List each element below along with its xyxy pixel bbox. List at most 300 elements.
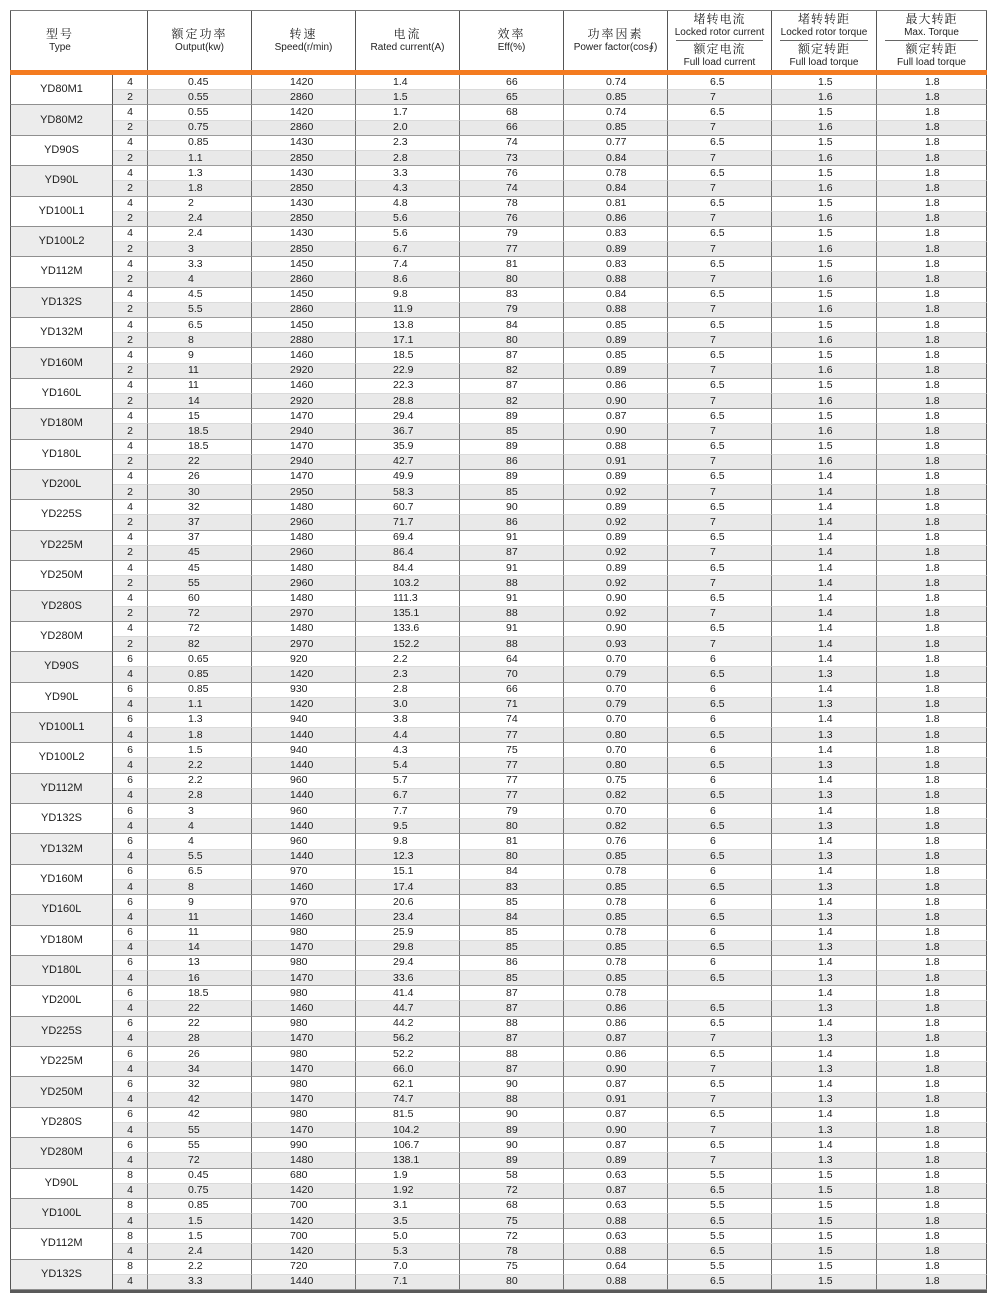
max-torque-cell: 1.8	[877, 637, 987, 652]
locked-rotor-current-cell: 6	[668, 865, 772, 880]
locked-rotor-torque-cell: 1.4	[772, 531, 877, 546]
type-cell: YD200L	[10, 470, 113, 500]
pole-cell: 4	[113, 136, 148, 151]
efficiency-cell: 58	[460, 1169, 564, 1184]
efficiency-cell: 85	[460, 895, 564, 910]
efficiency-cell: 84	[460, 865, 564, 880]
max-torque-cell: 1.8	[877, 212, 987, 227]
locked-rotor-current-cell: 6.5	[668, 880, 772, 895]
type-cell: YD225S	[10, 500, 113, 530]
output-cell: 4	[148, 272, 252, 287]
max-torque-cell: 1.8	[877, 257, 987, 272]
rated-current-cell: 58.3	[356, 485, 460, 500]
rated-current-cell: 4.8	[356, 197, 460, 212]
locked-rotor-torque-cell: 1.6	[772, 424, 877, 439]
output-cell: 32	[148, 500, 252, 515]
efficiency-cell: 74	[460, 713, 564, 728]
speed-cell: 680	[252, 1169, 356, 1184]
output-cell: 8	[148, 333, 252, 348]
locked-rotor-torque-cell: 1.3	[772, 1153, 877, 1168]
speed-cell: 960	[252, 834, 356, 849]
header-locked-rotor-current-top	[668, 11, 771, 40]
output-cell: 2	[148, 197, 252, 212]
pole-cell: 6	[113, 895, 148, 910]
max-torque-cell: 1.8	[877, 926, 987, 941]
rated-current-cell: 6.7	[356, 242, 460, 257]
pole-cell: 4	[113, 379, 148, 394]
efficiency-cell: 88	[460, 1017, 564, 1032]
output-cell: 55	[148, 1138, 252, 1153]
locked-rotor-current-cell: 7	[668, 333, 772, 348]
type-cell: YD225M	[10, 531, 113, 561]
rated-current-cell: 1.5	[356, 90, 460, 105]
power-factor-cell: 0.92	[564, 607, 668, 622]
locked-rotor-torque-cell: 1.3	[772, 728, 877, 743]
output-cell: 32	[148, 1077, 252, 1092]
pole-cell: 6	[113, 834, 148, 849]
speed-cell: 980	[252, 1108, 356, 1123]
efficiency-cell: 76	[460, 166, 564, 181]
power-factor-cell: 0.90	[564, 394, 668, 409]
power-factor-cell: 0.85	[564, 880, 668, 895]
output-cell: 30	[148, 485, 252, 500]
rated-current-cell: 29.4	[356, 956, 460, 971]
rated-current-cell: 44.2	[356, 1017, 460, 1032]
max-torque-cell: 1.8	[877, 440, 987, 455]
max-torque-cell: 1.8	[877, 1017, 987, 1032]
output-cell: 26	[148, 1047, 252, 1062]
locked-rotor-current-cell: 6.5	[668, 910, 772, 925]
power-factor-cell: 0.63	[564, 1169, 668, 1184]
type-cell: YD225M	[10, 1047, 113, 1077]
locked-rotor-current-cell: 6.5	[668, 166, 772, 181]
pole-cell: 2	[113, 181, 148, 196]
type-cell: YD112M	[10, 774, 113, 804]
speed-cell: 2850	[252, 212, 356, 227]
power-factor-cell: 0.76	[564, 834, 668, 849]
rated-current-cell: 2.2	[356, 652, 460, 667]
efficiency-cell: 80	[460, 272, 564, 287]
power-factor-cell: 0.91	[564, 1093, 668, 1108]
pole-cell: 2	[113, 303, 148, 318]
pole-cell: 4	[113, 1184, 148, 1199]
pole-cell: 2	[113, 546, 148, 561]
rated-current-cell: 138.1	[356, 1153, 460, 1168]
type-cell: YD280M	[10, 1138, 113, 1168]
output-cell: 3	[148, 242, 252, 257]
power-factor-cell: 0.84	[564, 181, 668, 196]
pole-cell: 6	[113, 1108, 148, 1123]
locked-rotor-current-cell: 7	[668, 272, 772, 287]
max-torque-cell: 1.8	[877, 1062, 987, 1077]
power-factor-cell: 0.80	[564, 758, 668, 773]
efficiency-cell: 66	[460, 75, 564, 90]
locked-rotor-torque-cell: 1.5	[772, 1199, 877, 1214]
output-cell: 1.5	[148, 1229, 252, 1244]
pole-cell: 2	[113, 212, 148, 227]
rated-current-cell: 69.4	[356, 531, 460, 546]
locked-rotor-torque-cell: 1.6	[772, 364, 877, 379]
header-type	[10, 11, 148, 70]
rated-current-cell: 23.4	[356, 910, 460, 925]
rated-current-cell: 111.3	[356, 591, 460, 606]
efficiency-cell: 77	[460, 728, 564, 743]
output-cell: 72	[148, 607, 252, 622]
power-factor-cell: 0.78	[564, 956, 668, 971]
power-factor-cell: 0.84	[564, 151, 668, 166]
locked-rotor-current-cell: 6.5	[668, 1214, 772, 1229]
locked-rotor-torque-cell: 1.5	[772, 1229, 877, 1244]
pole-cell: 4	[113, 1214, 148, 1229]
speed-cell: 2850	[252, 242, 356, 257]
speed-cell: 1480	[252, 591, 356, 606]
rated-current-cell: 6.7	[356, 789, 460, 804]
max-torque-cell: 1.8	[877, 774, 987, 789]
type-cell: YD100L1	[10, 197, 113, 227]
type-cell: YD80M1	[10, 75, 113, 105]
rated-current-cell: 7.4	[356, 257, 460, 272]
output-cell: 34	[148, 1062, 252, 1077]
rated-current-cell: 7.0	[356, 1260, 460, 1275]
max-torque-cell: 1.8	[877, 1275, 987, 1290]
rated-current-cell: 15.1	[356, 865, 460, 880]
rated-current-cell: 41.4	[356, 986, 460, 1001]
power-factor-cell: 0.83	[564, 257, 668, 272]
pole-cell: 4	[113, 227, 148, 242]
locked-rotor-torque-cell: 1.6	[772, 90, 877, 105]
locked-rotor-current-cell: 7	[668, 212, 772, 227]
speed-cell: 1440	[252, 819, 356, 834]
pole-cell: 4	[113, 197, 148, 212]
locked-rotor-torque-cell: 1.4	[772, 637, 877, 652]
max-torque-cell: 1.8	[877, 910, 987, 925]
max-torque-cell: 1.8	[877, 850, 987, 865]
rated-current-cell: 56.2	[356, 1032, 460, 1047]
locked-rotor-torque-cell: 1.4	[772, 834, 877, 849]
locked-rotor-torque-cell: 1.4	[772, 926, 877, 941]
output-cell: 9	[148, 895, 252, 910]
pole-cell: 2	[113, 364, 148, 379]
header-full-load-torque-zh: 额定转距	[797, 41, 850, 56]
max-torque-cell: 1.8	[877, 667, 987, 682]
locked-rotor-current-cell: 7	[668, 546, 772, 561]
rated-current-cell: 7.1	[356, 1275, 460, 1290]
pole-cell: 4	[113, 622, 148, 637]
power-factor-cell: 0.85	[564, 318, 668, 333]
speed-cell: 1420	[252, 667, 356, 682]
max-torque-cell: 1.8	[877, 288, 987, 303]
locked-rotor-current-cell: 6.5	[668, 667, 772, 682]
locked-rotor-torque-cell: 1.5	[772, 409, 877, 424]
rated-current-cell: 74.7	[356, 1093, 460, 1108]
locked-rotor-torque-cell: 1.6	[772, 303, 877, 318]
efficiency-cell: 87	[460, 546, 564, 561]
max-torque-cell: 1.8	[877, 318, 987, 333]
efficiency-cell: 80	[460, 819, 564, 834]
power-factor-cell: 0.74	[564, 75, 668, 90]
locked-rotor-torque-cell: 1.5	[772, 197, 877, 212]
locked-rotor-current-cell: 7	[668, 455, 772, 470]
power-factor-cell: 0.86	[564, 1047, 668, 1062]
locked-rotor-torque-cell: 1.6	[772, 242, 877, 257]
power-factor-cell: 0.88	[564, 303, 668, 318]
efficiency-cell: 79	[460, 804, 564, 819]
max-torque-cell: 1.8	[877, 1108, 987, 1123]
rated-current-cell: 3.3	[356, 166, 460, 181]
output-cell: 2.2	[148, 774, 252, 789]
locked-rotor-current-cell: 6.5	[668, 698, 772, 713]
power-factor-cell: 0.85	[564, 941, 668, 956]
type-cell: YD250M	[10, 561, 113, 591]
header-max-full-load-torque-en: Full load torque	[897, 56, 966, 68]
rated-current-cell: 8.6	[356, 272, 460, 287]
max-torque-cell: 1.8	[877, 819, 987, 834]
header-locked-rotor-current-zh: 堵转电流	[693, 11, 746, 26]
locked-rotor-torque-cell: 1.4	[772, 1017, 877, 1032]
output-cell: 72	[148, 1153, 252, 1168]
speed-cell: 2960	[252, 546, 356, 561]
locked-rotor-current-cell: 6.5	[668, 197, 772, 212]
rated-current-cell: 104.2	[356, 1123, 460, 1138]
locked-rotor-torque-cell: 1.5	[772, 1214, 877, 1229]
pole-cell: 6	[113, 1017, 148, 1032]
locked-rotor-current-cell: 7	[668, 151, 772, 166]
locked-rotor-current-cell: 6	[668, 804, 772, 819]
table-bottom-rule	[10, 1290, 987, 1293]
max-torque-cell: 1.8	[877, 348, 987, 363]
type-cell: YD112M	[10, 1229, 113, 1259]
output-cell: 16	[148, 971, 252, 986]
speed-cell: 970	[252, 865, 356, 880]
efficiency-cell: 88	[460, 607, 564, 622]
speed-cell: 1430	[252, 136, 356, 151]
power-factor-cell: 0.89	[564, 242, 668, 257]
efficiency-cell: 85	[460, 926, 564, 941]
rated-current-cell: 2.3	[356, 136, 460, 151]
efficiency-cell: 86	[460, 455, 564, 470]
header-type-zh: 型号	[45, 27, 74, 41]
pole-cell: 4	[113, 470, 148, 485]
speed-cell: 1450	[252, 288, 356, 303]
header-power-factor-en: Power factor(cos∮)	[573, 42, 658, 53]
pole-cell: 4	[113, 880, 148, 895]
output-cell: 2.4	[148, 227, 252, 242]
output-cell: 2.8	[148, 789, 252, 804]
power-factor-cell: 0.70	[564, 713, 668, 728]
pole-cell: 4	[113, 531, 148, 546]
speed-cell: 1480	[252, 561, 356, 576]
speed-cell: 700	[252, 1229, 356, 1244]
efficiency-cell: 75	[460, 1214, 564, 1229]
rated-current-cell: 4.3	[356, 181, 460, 196]
pole-cell: 8	[113, 1199, 148, 1214]
rated-current-cell: 5.3	[356, 1244, 460, 1259]
locked-rotor-torque-cell: 1.5	[772, 348, 877, 363]
locked-rotor-current-cell: 6.5	[668, 1184, 772, 1199]
max-torque-cell: 1.8	[877, 1244, 987, 1259]
locked-rotor-torque-cell: 1.6	[772, 272, 877, 287]
type-cell: YD100L2	[10, 743, 113, 773]
max-torque-cell: 1.8	[877, 758, 987, 773]
max-torque-cell: 1.8	[877, 576, 987, 591]
locked-rotor-torque-cell: 1.3	[772, 1001, 877, 1016]
pole-cell: 6	[113, 1047, 148, 1062]
output-cell: 3	[148, 804, 252, 819]
max-torque-cell: 1.8	[877, 136, 987, 151]
speed-cell: 2860	[252, 272, 356, 287]
max-torque-cell: 1.8	[877, 1001, 987, 1016]
efficiency-cell: 87	[460, 379, 564, 394]
pole-cell: 8	[113, 1260, 148, 1275]
output-cell: 0.45	[148, 1169, 252, 1184]
power-factor-cell: 0.63	[564, 1199, 668, 1214]
locked-rotor-current-cell: 6	[668, 743, 772, 758]
locked-rotor-current-cell: 7	[668, 637, 772, 652]
locked-rotor-current-cell: 5.5	[668, 1199, 772, 1214]
pole-cell: 4	[113, 698, 148, 713]
max-torque-cell: 1.8	[877, 470, 987, 485]
header-locked-rotor-torque-top	[772, 11, 876, 40]
power-factor-cell: 0.86	[564, 379, 668, 394]
power-factor-cell: 0.87	[564, 1138, 668, 1153]
output-cell: 11	[148, 379, 252, 394]
locked-rotor-current-cell: 6.5	[668, 470, 772, 485]
max-torque-cell: 1.8	[877, 1138, 987, 1153]
locked-rotor-current-cell: 6.5	[668, 379, 772, 394]
output-cell: 0.85	[148, 667, 252, 682]
locked-rotor-torque-cell: 1.3	[772, 910, 877, 925]
power-factor-cell: 0.79	[564, 667, 668, 682]
type-cell: YD180M	[10, 926, 113, 956]
power-factor-cell: 0.77	[564, 136, 668, 151]
rated-current-cell: 17.4	[356, 880, 460, 895]
efficiency-cell: 91	[460, 591, 564, 606]
speed-cell: 1470	[252, 1032, 356, 1047]
pole-cell: 4	[113, 758, 148, 773]
speed-cell: 1420	[252, 1184, 356, 1199]
output-cell: 2.2	[148, 758, 252, 773]
type-cell: YD200L	[10, 986, 113, 1016]
rated-current-cell: 152.2	[356, 637, 460, 652]
speed-cell: 1460	[252, 910, 356, 925]
efficiency-cell: 91	[460, 531, 564, 546]
efficiency-cell: 66	[460, 121, 564, 136]
locked-rotor-current-cell: 7	[668, 485, 772, 500]
efficiency-cell: 73	[460, 151, 564, 166]
max-torque-cell: 1.8	[877, 591, 987, 606]
pole-cell: 4	[113, 1275, 148, 1290]
output-cell: 3.3	[148, 1275, 252, 1290]
rated-current-cell: 49.9	[356, 470, 460, 485]
max-torque-cell: 1.8	[877, 1077, 987, 1092]
rated-current-cell: 20.6	[356, 895, 460, 910]
locked-rotor-current-cell: 6.5	[668, 105, 772, 120]
type-cell: YD250M	[10, 1077, 113, 1107]
locked-rotor-torque-cell: 1.5	[772, 75, 877, 90]
output-cell: 37	[148, 531, 252, 546]
rated-current-cell: 4.4	[356, 728, 460, 743]
locked-rotor-current-cell: 6.5	[668, 941, 772, 956]
speed-cell: 990	[252, 1138, 356, 1153]
speed-cell: 1470	[252, 440, 356, 455]
locked-rotor-current-cell: 6.5	[668, 1244, 772, 1259]
efficiency-cell: 89	[460, 440, 564, 455]
speed-cell: 980	[252, 1047, 356, 1062]
header-output-zh: 额定功率	[171, 27, 228, 41]
rated-current-cell: 5.6	[356, 212, 460, 227]
speed-cell: 2960	[252, 576, 356, 591]
power-factor-cell: 0.70	[564, 804, 668, 819]
rated-current-cell: 11.9	[356, 303, 460, 318]
locked-rotor-current-cell: 7	[668, 1153, 772, 1168]
efficiency-cell: 89	[460, 470, 564, 485]
max-torque-cell: 1.8	[877, 515, 987, 530]
max-torque-cell: 1.8	[877, 364, 987, 379]
max-torque-cell: 1.8	[877, 1229, 987, 1244]
type-cell: YD180L	[10, 440, 113, 470]
speed-cell: 1470	[252, 971, 356, 986]
power-factor-cell: 0.85	[564, 850, 668, 865]
locked-rotor-torque-cell: 1.4	[772, 743, 877, 758]
pole-cell: 4	[113, 1123, 148, 1138]
type-cell: YD160L	[10, 895, 113, 925]
locked-rotor-torque-cell: 1.3	[772, 1093, 877, 1108]
header-locked-rotor-torque	[772, 11, 877, 70]
locked-rotor-torque-cell: 1.5	[772, 440, 877, 455]
locked-rotor-torque-cell: 1.3	[772, 971, 877, 986]
pole-cell: 4	[113, 409, 148, 424]
max-torque-cell: 1.8	[877, 1260, 987, 1275]
pole-cell: 2	[113, 607, 148, 622]
rated-current-cell: 1.9	[356, 1169, 460, 1184]
power-factor-cell: 0.85	[564, 90, 668, 105]
output-cell: 18.5	[148, 424, 252, 439]
header-rated-current-zh: 电流	[393, 27, 422, 41]
output-cell: 4.5	[148, 288, 252, 303]
efficiency-cell: 84	[460, 910, 564, 925]
locked-rotor-current-cell: 7	[668, 424, 772, 439]
efficiency-cell: 65	[460, 90, 564, 105]
locked-rotor-torque-cell: 1.4	[772, 561, 877, 576]
pole-cell: 4	[113, 500, 148, 515]
rated-current-cell: 9.8	[356, 834, 460, 849]
efficiency-cell: 68	[460, 1199, 564, 1214]
efficiency-cell: 87	[460, 348, 564, 363]
motor-spec-table	[10, 10, 987, 1293]
rated-current-cell: 33.6	[356, 971, 460, 986]
speed-cell: 1470	[252, 470, 356, 485]
rated-current-cell: 84.4	[356, 561, 460, 576]
pole-cell: 2	[113, 576, 148, 591]
header-rated-current	[356, 11, 460, 70]
rated-current-cell: 3.0	[356, 698, 460, 713]
efficiency-cell: 87	[460, 1032, 564, 1047]
type-cell: YD280S	[10, 1108, 113, 1138]
pole-cell: 4	[113, 1093, 148, 1108]
locked-rotor-current-cell: 7	[668, 242, 772, 257]
pole-cell: 6	[113, 774, 148, 789]
rated-current-cell: 3.5	[356, 1214, 460, 1229]
locked-rotor-current-cell: 6.5	[668, 409, 772, 424]
output-cell: 13	[148, 956, 252, 971]
pole-cell: 4	[113, 561, 148, 576]
pole-cell: 6	[113, 652, 148, 667]
locked-rotor-current-cell: 5.5	[668, 1260, 772, 1275]
efficiency-cell: 72	[460, 1229, 564, 1244]
output-cell: 1.1	[148, 698, 252, 713]
pole-cell: 4	[113, 105, 148, 120]
locked-rotor-torque-cell: 1.4	[772, 1138, 877, 1153]
